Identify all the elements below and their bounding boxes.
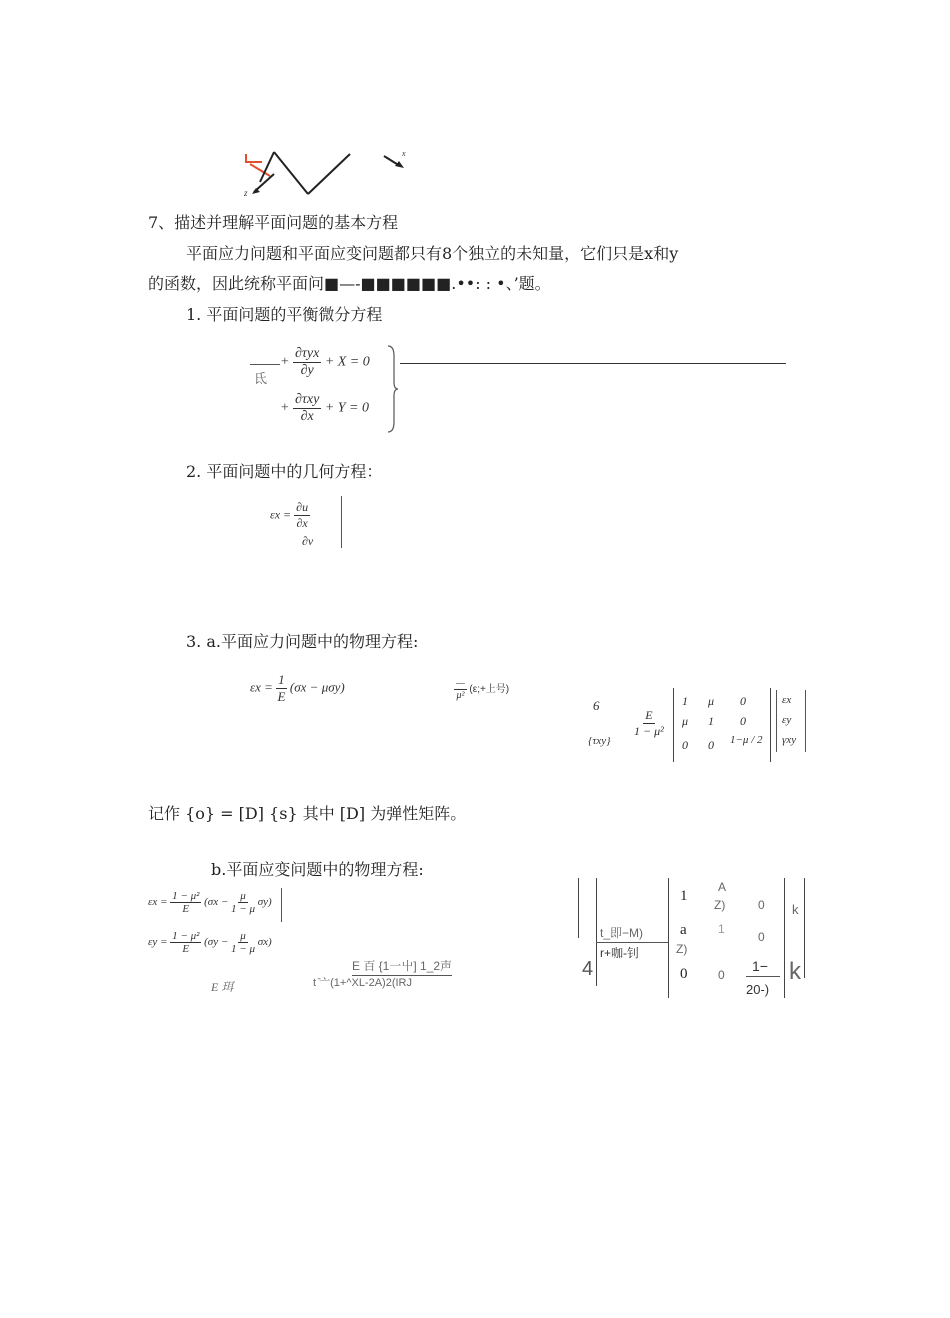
strain-vector — [776, 690, 806, 752]
equilibrium-eq-2: + $\frac{\text{∂τxy}}{\partial x}$ + Y = 0 — [280, 392, 369, 424]
item2-label: 2. 平面问题中的几何方程： — [186, 462, 383, 481]
plane-strain-eq-1: εx = $\frac{\text{1 − μ²}}{E}$ (σx − $\frac{\mu}{1 - \mu}$ σy) — [148, 890, 272, 915]
matrix-cell: μ — [708, 694, 715, 708]
matrix-col2-entry: Z) — [714, 898, 726, 912]
r-text-2: r+咖-钊 — [600, 946, 640, 960]
right-brace — [386, 344, 398, 434]
elastic-coefficient: $\frac{E}{\text{1 − μ²}}$ — [634, 708, 664, 738]
matrix-col1-entry: 1 — [680, 888, 688, 904]
matrix-cell: 0 — [740, 694, 746, 708]
matrix-cell: 1−μ / 2 — [730, 734, 763, 746]
matrix-cell: μ — [682, 714, 689, 728]
strain-entry: γxy — [782, 734, 797, 746]
geometric-bracket — [341, 496, 342, 548]
paragraph-line-1: 平面应力问题和平面应变问题都只有8个独立的未知量，它们只是x和y — [186, 244, 679, 263]
matrix-col3-entry: 20-) — [746, 982, 770, 997]
matrix-col2-entry: Z) — [676, 942, 688, 956]
r-text: t_即−M) — [600, 926, 644, 940]
matrix-col1-entry: a — [680, 922, 687, 938]
equilibrium-equation — [250, 340, 790, 436]
elasticity-matrix — [673, 688, 771, 762]
matrix-note: 记作 {o} = [D] {s} 其中 [D] 为弹性矩阵。 — [148, 804, 467, 823]
matrix-cell: 0 — [708, 738, 714, 752]
k-letter-large: k — [789, 958, 801, 985]
matrix-cell: 0 — [682, 738, 688, 752]
k-letter: k — [792, 902, 799, 917]
matrix-col3-entry: 0 — [758, 930, 765, 944]
small-fraction: $\frac{—}{\text{μ²}}$ (ε;+上号) — [456, 678, 510, 701]
strain-entry: εy — [782, 714, 792, 726]
section-title: 7、描述并理解平面问题的基本方程 — [148, 213, 399, 232]
item3b-label: b.平面应变问题中的物理方程: — [211, 860, 424, 879]
matrix-col2-entry: 0 — [718, 968, 725, 982]
eq-bracket — [281, 888, 282, 922]
matrix-cell: 0 — [740, 714, 746, 728]
item3a-label: 3. a.平面应力问题中的物理方程: — [186, 632, 419, 651]
matrix-col3-entry: 1− — [752, 958, 768, 974]
garbled-text-1: E 百 {1一屮] 1_2声 — [352, 957, 452, 976]
paragraph-line-2: 的函数，因此统称平面问■—-■■■■■■.••: : •、’题。 — [148, 274, 551, 293]
matrix-col2-entry: A — [718, 880, 727, 894]
horizontal-rule — [400, 363, 786, 364]
z-axis-label: z — [244, 188, 248, 198]
coordinate-figure — [240, 148, 420, 200]
matrix-cell: 1 — [708, 714, 714, 728]
equilibrium-eq-1: + $\frac{\text{∂τyx}}{\partial y}$ + X = 0 — [280, 346, 370, 378]
red-arrow — [246, 154, 262, 162]
plane-strain-eq-2: εy = $\frac{\text{1 − μ²}}{E}$ (σy − $\frac{\mu}{1 - \mu}$ σx) — [148, 930, 272, 955]
big-number: 4 — [582, 958, 594, 980]
eq-left-char: 氐 — [254, 371, 268, 386]
e-char: E 珥 — [211, 980, 234, 994]
x-axis-label: x — [402, 149, 406, 158]
geometric-extra: ∂v — [302, 534, 314, 548]
matrix-col3-entry: 0 — [758, 898, 765, 912]
garbled-text-2: t ̄亠(1+^XL-2A)2(IRJ — [313, 977, 412, 989]
tau-label: {τxy} — [588, 735, 611, 747]
plane-stress-equation: εx = $\frac{1}{E}$ (σx − μσy) — [250, 672, 345, 704]
sigma-label: 6 — [593, 698, 600, 713]
item1-label: 1. 平面问题的平衡微分方程 — [186, 305, 383, 324]
strain-matrix-block — [576, 878, 808, 1000]
matrix-col2-entry: 1 — [718, 922, 725, 936]
matrix-col1-entry: 0 — [680, 966, 688, 982]
geometric-equation: εx = $\frac{\partial u}{\partial x}$ — [270, 500, 309, 530]
strain-entry: εx — [782, 694, 792, 706]
matrix-cell: 1 — [682, 694, 688, 708]
